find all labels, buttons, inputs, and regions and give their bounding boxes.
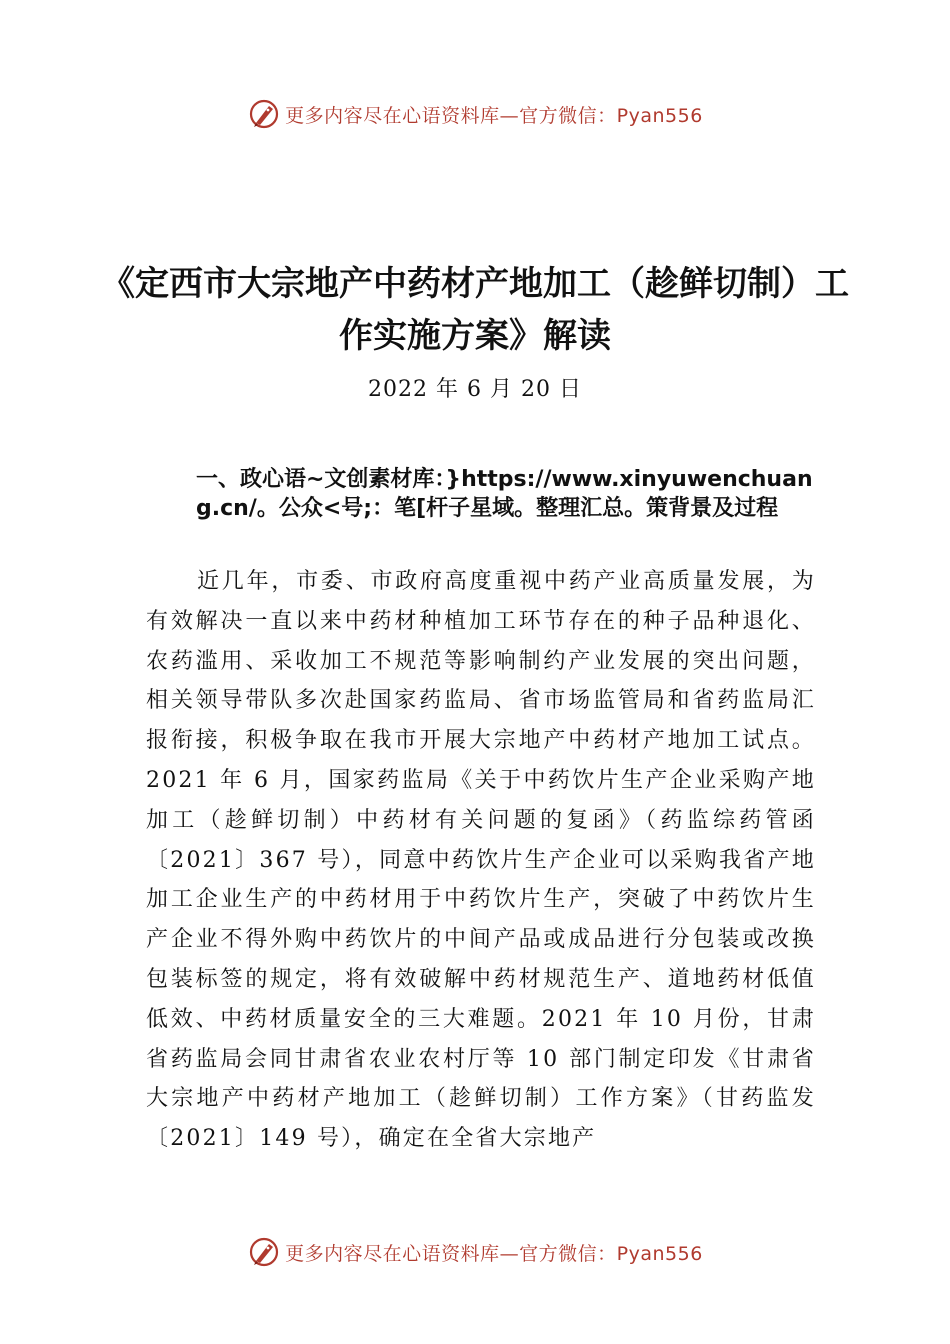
banner-text: [285, 1239, 703, 1266]
header-banner: [0, 92, 950, 136]
document-date: 2022 年 6 月 20 日: [368, 377, 582, 402]
footer-banner: [0, 1230, 950, 1274]
document-title: 《定西市大宗地产中药材产地加工（趁鲜切制）工作实施方案》解读: [101, 264, 849, 356]
banner-dash: —: [499, 1242, 520, 1265]
banner-dash: —: [499, 104, 520, 127]
section-heading: 一、政心语~文创素材库：}https://www.xinyuwenchuang.cn/。公众<号;：笔[杆子星域。整理汇总。策背景及过程: [196, 467, 813, 521]
banner-text: [285, 101, 703, 128]
banner-main-text: 更多内容尽在心语资料库: [285, 1242, 500, 1265]
banner-wechat-text: 官方微信：Pyan556: [519, 104, 703, 127]
fountain-pen-logo-icon: [247, 97, 281, 131]
banner-wechat-text: 官方微信：Pyan556: [519, 1242, 703, 1265]
banner-main-text: 更多内容尽在心语资料库: [285, 104, 500, 127]
body-paragraph: 近几年，市委、市政府高度重视中药产业高质量发展，为有效解决一直以来中药材种植加工环节存在的种子品种退化、农药滥用、采收加工不规范等影响制约产业发展的突出问题，相关领导带队多次赴国家药监局、省市场监管局和省药监局汇报衔接，积极争取在我市开展大宗地产中药材产地加工试点。2021 年 6 月，国家药监局《关于中药饮片生产企业采购产地加工（趁鲜切制）中药材有关问题的复函》（药监综药管函〔2021〕367 号），同意中药饮片生产企业可以采购我省产地加工企业生产的中药材用于中药饮片生产，突破了中药饮片生产企业不得外购中药饮片的中间产品或成品进行分包装或改换包装标签的规定，将有效破解中药材规范生产、道地药材低值低效、中药材质量安全的三大难题。2021 年 10 月份，甘肃省药监局会同甘肃省农业农村厅等 10 部门制定印发《甘肃省大宗地产中药材产地加工（趁鲜切制）工作方案》（甘药监发〔2021〕149 号），确定在全省大宗地产: [146, 569, 816, 1152]
fountain-pen-logo-icon: [247, 1235, 281, 1269]
